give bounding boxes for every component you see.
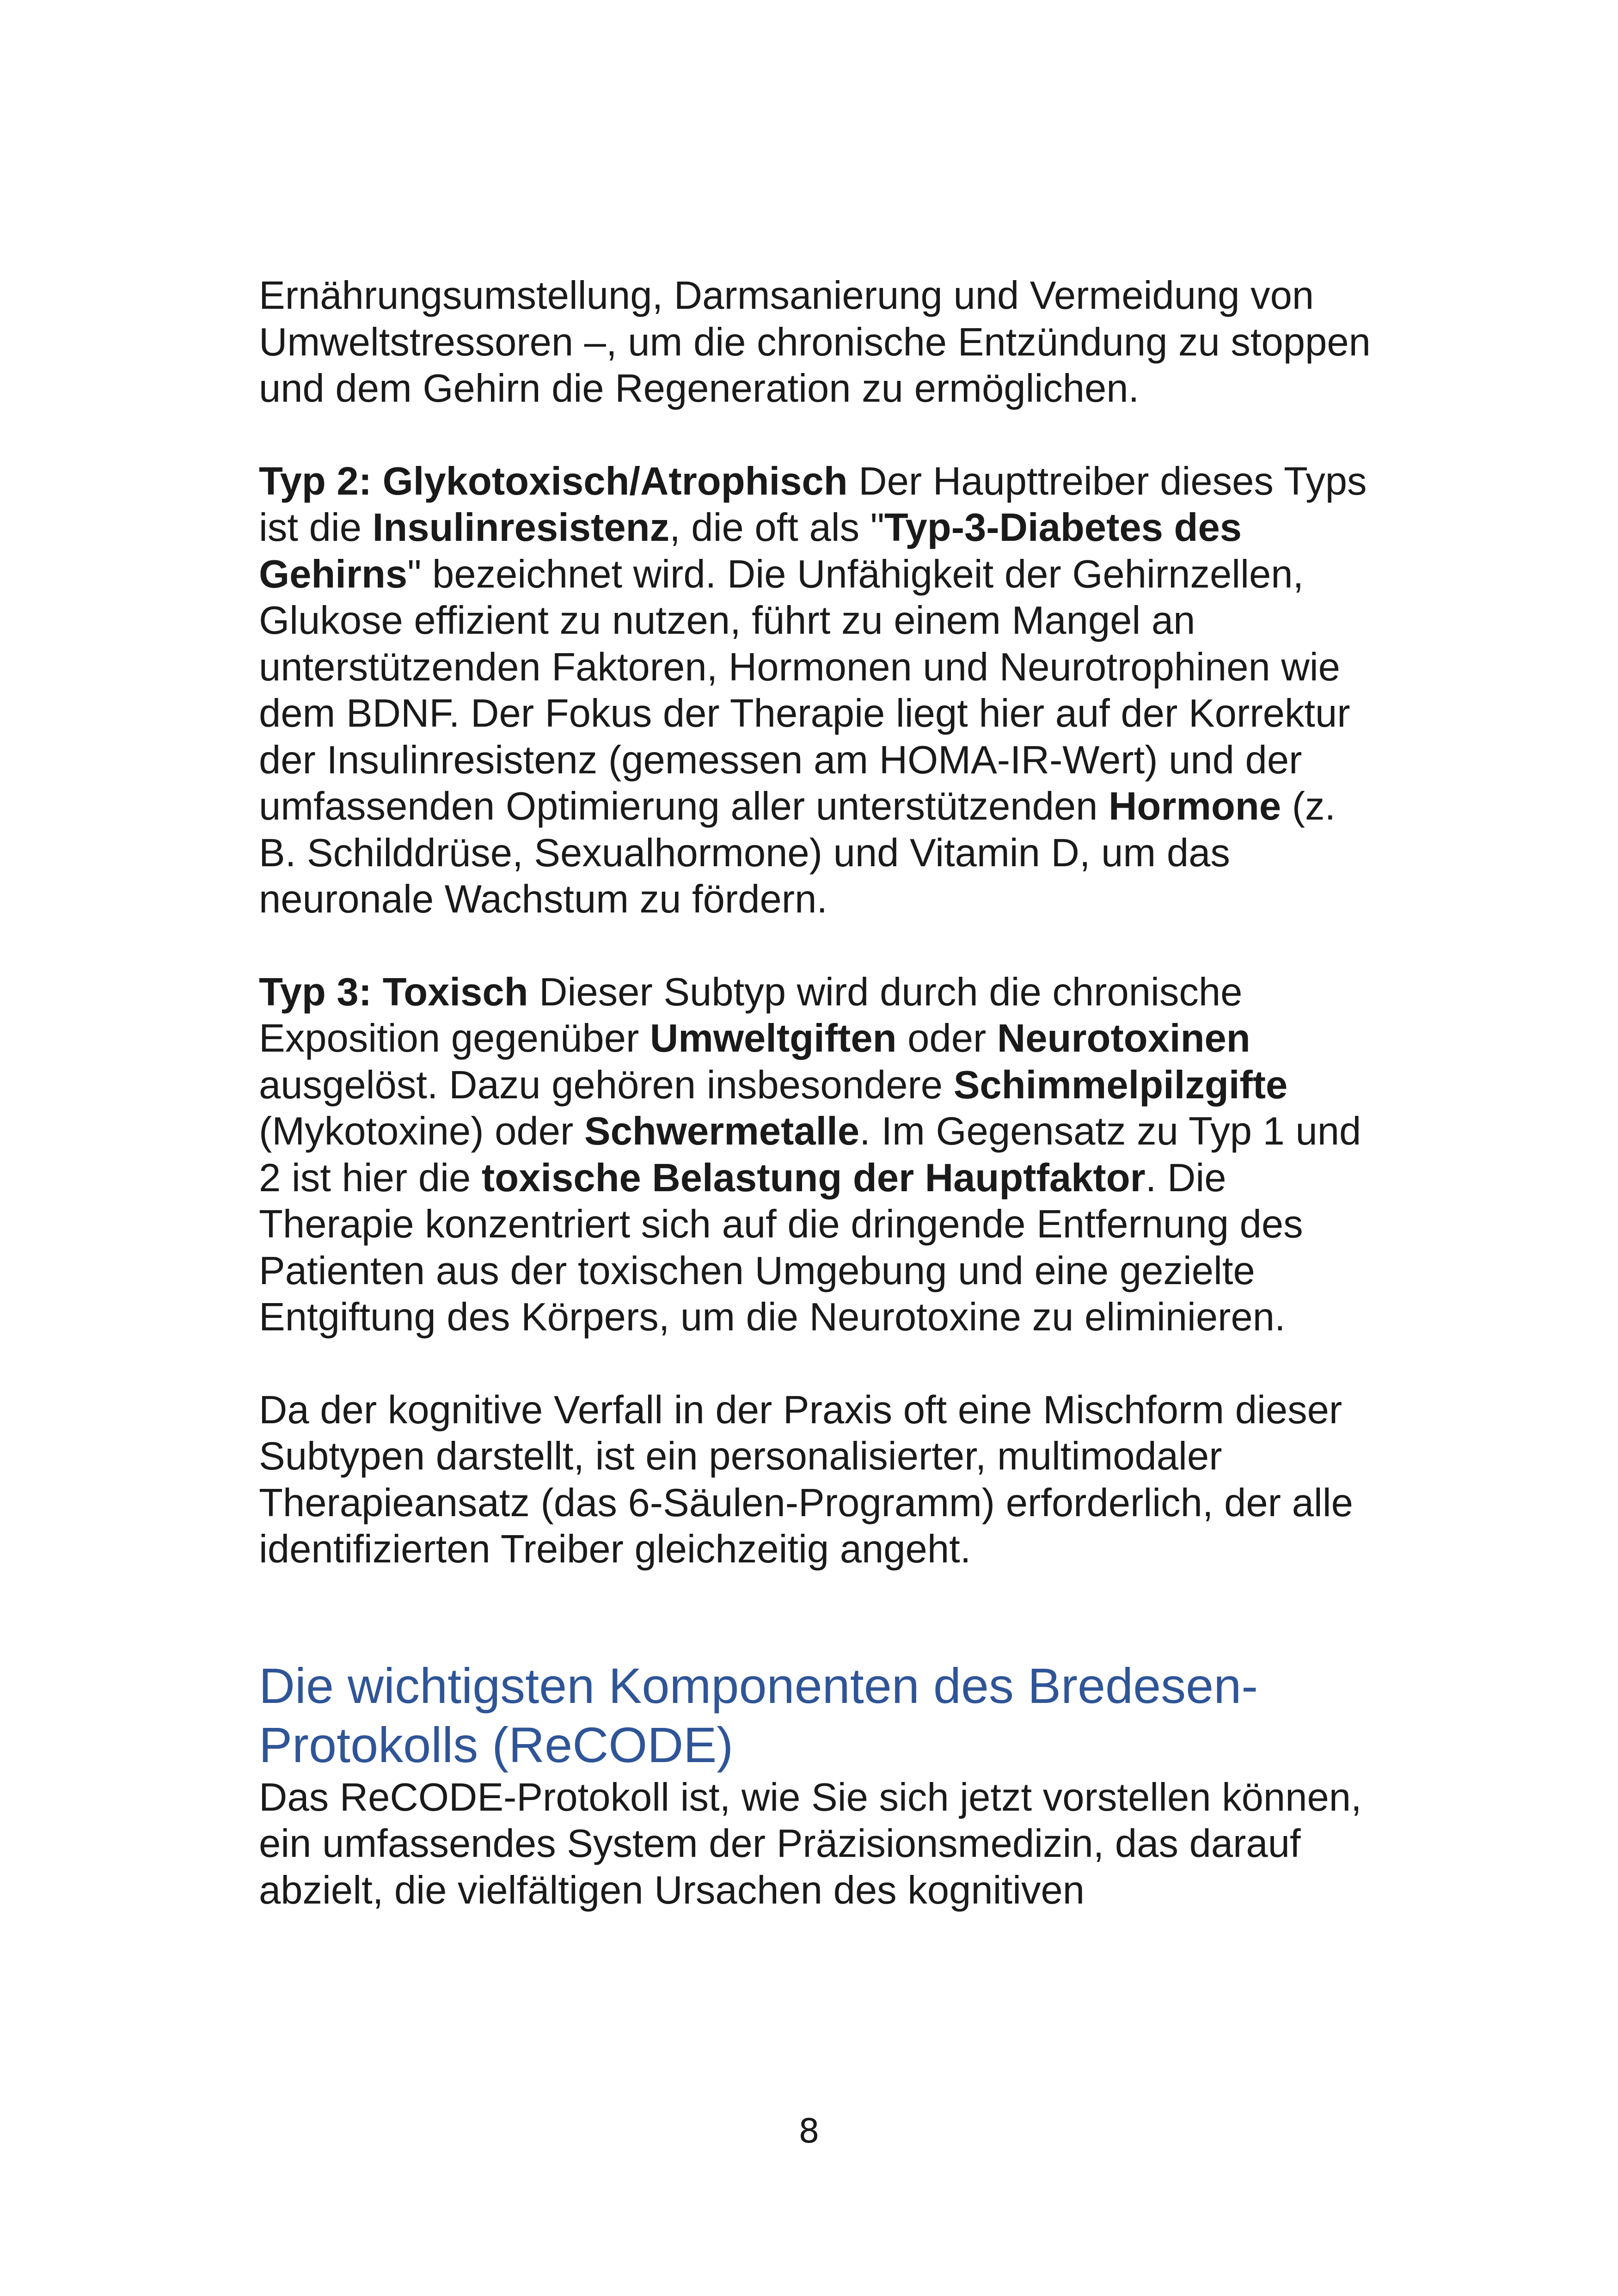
paragraph-text: . Die Therapie konzentriert sich auf die dringende Entfernung des Patienten aus der toxischen Umgebung und eine gezielte Entgiftung des Körpers, um die Neurotoxine zu eliminieren.	[259, 1156, 1303, 1339]
paragraph-mixed-form	[259, 1387, 1378, 1573]
bold-term-environmental-toxins: Umweltgiften	[650, 1016, 897, 1060]
paragraph-text: Dieser Subtyp wird durch die chronische Exposition gegenüber	[259, 970, 1243, 1060]
bold-term-type-3-diabetes: Typ-3-Diabetes des Gehirns	[259, 506, 1242, 596]
bold-term-insulin-resistance: Insulinresistenz	[372, 506, 670, 550]
paragraph-type-2	[259, 459, 1378, 923]
paragraph-text: oder	[896, 1016, 997, 1060]
paragraph-treatment-summary	[259, 273, 1378, 412]
type-2-title: Typ 2: Glykotoxisch/Atrophisch	[259, 459, 848, 503]
paragraph-text: Da der kognitive Verfall in der Praxis oft eine Mischform dieser Subtypen darstellt, ist ein personalisierter, multimodaler Therapieansatz (das 6-Säulen-Programm) erforderlich, der alle identifizierten Treiber gleichzeitig angeht.	[259, 1388, 1353, 1571]
section-heading: Die wichtigsten Komponenten des Bredesen-Protokolls (ReCODE)	[259, 1657, 1258, 1773]
paragraph-text: ausgelöst. Dazu gehören insbesondere	[259, 1063, 954, 1107]
paragraph-text: Das ReCODE-Protokoll ist, wie Sie sich jetzt vorstellen können, ein umfassendes System der Präzisionsmedizin, das darauf abzielt, die vielfältigen Ursachen des kognitiven	[259, 1775, 1362, 1912]
bold-term-toxic-burden: toxische Belastung der Hauptfaktor	[481, 1156, 1146, 1200]
paragraph-text: , die oft als "	[669, 506, 884, 550]
paragraph-text: (z. B. Schilddrüse, Sexualhormone) und Vitamin D, um das neuronale Wachstum zu fördern.	[259, 784, 1336, 921]
paragraph-text: " bezeichnet wird. Die Unfähigkeit der Gehirnzellen, Glukose effizient zu nutzen, führt zu einem Mangel an unterstützenden Faktoren, Hormonen und Neurotrophinen wie dem BDNF. Der Fokus der Therapie liegt hier auf der Korrektur der Insulinresistenz (gemessen am HOMA-IR-Wert) und der umfassenden Optimierung aller unterstützenden	[259, 552, 1350, 828]
paragraph-text: Ernährungsumstellung, Darmsanierung und Vermeidung von Umweltstressoren –, um die chronische Entzündung zu stoppen und dem Gehirn die Regeneration zu ermöglichen.	[259, 274, 1371, 410]
paragraph-text: . Im Gegensatz zu Typ 1 und 2 ist hier die	[259, 1109, 1361, 1200]
page-content	[259, 273, 1378, 1914]
type-3-title: Typ 3: Toxisch	[259, 970, 528, 1014]
page-number: 8	[798, 2112, 820, 2150]
bold-term-neurotoxins: Neurotoxinen	[997, 1016, 1250, 1060]
paragraph-text: Der Haupttreiber dieses Typs ist die	[259, 459, 1367, 550]
bold-term-mold-toxins: Schimmelpilzgifte	[953, 1063, 1288, 1107]
paragraph-type-3	[259, 969, 1378, 1341]
bold-term-heavy-metals: Schwermetalle	[584, 1109, 860, 1153]
paragraph-text: (Mykotoxine) oder	[259, 1109, 584, 1153]
section-intro-paragraph	[259, 1775, 1378, 1914]
bold-term-hormones: Hormone	[1109, 784, 1281, 828]
